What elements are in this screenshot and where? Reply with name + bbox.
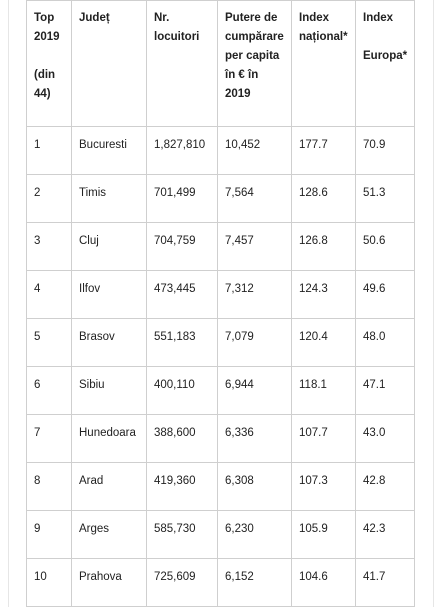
rank-cell [27,271,72,319]
cell-value: 704,759 [154,235,196,247]
cell-value: 47.1 [363,379,386,391]
rank-cell [27,175,72,223]
purchasing-power-table [26,0,415,607]
cell-value: 126.8 [299,235,328,247]
national-index-cell [292,511,356,559]
cell-value: 6,152 [225,571,254,583]
cell-value: 50.6 [363,235,386,247]
county-cell [72,463,147,511]
cell-value: 6,230 [225,523,254,535]
cell-value: 585,730 [154,523,196,535]
county-cell [72,175,147,223]
national-index-cell [292,367,356,415]
table-row [27,127,415,175]
cell-value: 43.0 [363,427,386,439]
rank-cell [27,463,72,511]
cell-value: 177.7 [299,139,328,151]
cell-value: 4 [34,283,41,295]
table-row [27,559,415,607]
header-label: Index Europa* [363,12,408,62]
population-cell [147,463,218,511]
purchasing-power-cell [218,271,292,319]
population-cell [147,415,218,463]
purchasing-power-cell [218,175,292,223]
cell-value: 419,360 [154,475,196,487]
purchasing-power-cell [218,511,292,559]
county-cell [72,271,147,319]
header-label: Nr. locuitori [154,12,200,43]
cell-value: 725,609 [154,571,196,583]
table-row [27,319,415,367]
national-index-cell [292,559,356,607]
national-index-cell [292,463,356,511]
purchasing-power-cell [218,415,292,463]
rank-cell [27,559,72,607]
cell-value: 107.3 [299,475,328,487]
cell-value: 6,336 [225,427,254,439]
right-edge-line [433,0,434,607]
national-index-cell [292,271,356,319]
purchasing-power-cell [218,367,292,415]
population-cell [147,271,218,319]
cell-value: 551,183 [154,331,196,343]
cell-value: 48.0 [363,331,386,343]
population-cell [147,319,218,367]
cell-value: 6,944 [225,379,254,391]
national-index-cell [292,175,356,223]
cell-value: 2 [34,187,41,199]
purchasing-power-cell [218,559,292,607]
purchasing-power-cell [218,127,292,175]
cell-value: Arad [79,475,104,487]
europe-index-cell [356,271,415,319]
cell-value: 70.9 [363,139,386,151]
county-cell [72,559,147,607]
header-cell-rank [27,1,72,127]
header-cell-national-index [292,1,356,127]
header-cell-europe-index [356,1,415,127]
cell-value: 7,079 [225,331,254,343]
cell-value: Hunedoara [79,427,136,439]
table-row [27,367,415,415]
cell-value: 473,445 [154,283,196,295]
rank-cell [27,127,72,175]
population-cell [147,175,218,223]
header-cell-county [72,1,147,127]
cell-value: Arges [79,523,110,535]
population-cell [147,127,218,175]
europe-index-cell [356,511,415,559]
table-header [27,1,415,127]
population-cell [147,367,218,415]
table-row [27,511,415,559]
cell-value: 128.6 [299,187,328,199]
cell-value: 7 [34,427,41,439]
national-index-cell [292,223,356,271]
cell-value: 124.3 [299,283,328,295]
header-label: Index național* [299,12,348,43]
table-row [27,223,415,271]
table-row [27,415,415,463]
table-body [27,127,415,607]
europe-index-cell [356,367,415,415]
europe-index-cell [356,463,415,511]
cell-value: 1,827,810 [154,139,206,151]
cell-value: 104.6 [299,571,328,583]
cell-value: 7,564 [225,187,254,199]
rank-cell [27,415,72,463]
europe-index-cell [356,319,415,367]
cell-value: Bucuresti [79,139,127,151]
county-cell [72,319,147,367]
county-cell [72,367,147,415]
cell-value: 107.7 [299,427,328,439]
europe-index-cell [356,175,415,223]
cell-value: 120.4 [299,331,328,343]
cell-value: 105.9 [299,523,328,535]
national-index-cell [292,415,356,463]
cell-value: Timis [79,187,107,199]
cell-value: Sibiu [79,379,105,391]
europe-index-cell [356,127,415,175]
header-label: Top 2019 (din 44) [34,12,60,100]
header-cell-purchasing-power [218,1,292,127]
europe-index-cell [356,415,415,463]
cell-value: Ilfov [79,283,101,295]
population-cell [147,223,218,271]
left-edge-line [8,0,9,607]
cell-value: 6 [34,379,41,391]
purchasing-power-cell [218,223,292,271]
europe-index-cell [356,223,415,271]
cell-value: 5 [34,331,41,343]
cell-value: 118.1 [299,379,327,391]
cell-value: 8 [34,475,41,487]
cell-value: 10 [34,571,47,583]
cell-value: Cluj [79,235,99,247]
cell-value: 3 [34,235,41,247]
cell-value: 1 [34,139,41,151]
cell-value: 49.6 [363,283,386,295]
county-cell [72,511,147,559]
rank-cell [27,223,72,271]
header-label: Putere de cumpărare per capita în € în 2019 [225,12,284,100]
national-index-cell [292,127,356,175]
cell-value: 51.3 [363,187,386,199]
cell-value: 400,110 [154,379,195,391]
europe-index-cell [356,559,415,607]
cell-value: 388,600 [154,427,196,439]
county-cell [72,415,147,463]
rank-cell [27,511,72,559]
header-label: Județ [79,12,110,24]
cell-value: 41.7 [363,571,386,583]
population-cell [147,511,218,559]
cell-value: 7,457 [225,235,254,247]
cell-value: 10,452 [225,139,261,151]
county-cell [72,127,147,175]
cell-value: Prahova [79,571,122,583]
header-row [27,1,415,127]
cell-value: 42.8 [363,475,386,487]
rank-cell [27,367,72,415]
table-row [27,463,415,511]
table-row [27,271,415,319]
cell-value: 42.3 [363,523,386,535]
population-cell [147,559,218,607]
cell-value: 7,312 [225,283,254,295]
purchasing-power-cell [218,463,292,511]
national-index-cell [292,319,356,367]
cell-value: Brasov [79,331,115,343]
table-row [27,175,415,223]
purchasing-power-cell [218,319,292,367]
cell-value: 701,499 [154,187,196,199]
cell-value: 9 [34,523,41,535]
county-cell [72,223,147,271]
cell-value: 6,308 [225,475,254,487]
header-cell-population [147,1,218,127]
rank-cell [27,319,72,367]
